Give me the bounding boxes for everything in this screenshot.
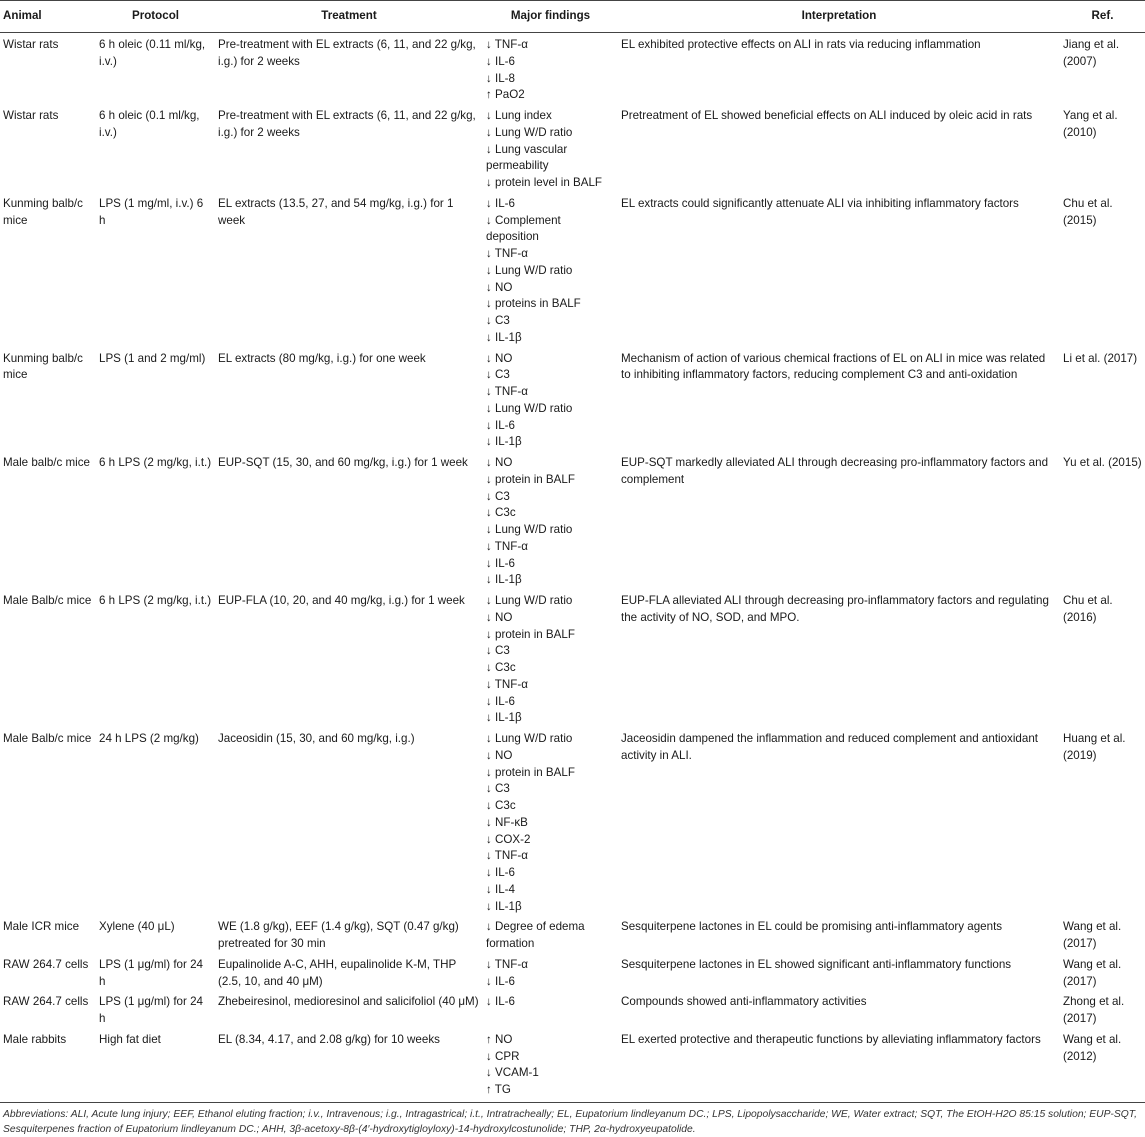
cell-treatment: EUP-FLA (10, 20, and 40 mg/kg, i.g.) for 1 week xyxy=(218,594,465,607)
cell-ref: Zhong et al. (2017) xyxy=(1063,995,1125,1025)
cell-findings xyxy=(483,33,618,105)
finding-item: ↓ protein in BALF xyxy=(486,627,575,641)
cell-protocol: 6 h oleic (0.11 ml/kg, i.v.) xyxy=(99,38,206,68)
finding-item: ↓ Lung W/D ratio xyxy=(486,125,573,139)
cell-ref: Wang et al. (2017) xyxy=(1063,957,1122,988)
finding-item: ↓ NO xyxy=(486,610,513,624)
cell-protocol: LPS (1 and 2 mg/ml) xyxy=(99,351,206,365)
finding-item: ↓ NO xyxy=(486,280,513,294)
header-treatment: Treatment xyxy=(215,1,483,33)
finding-item: ↓ Lung index xyxy=(486,109,552,122)
finding-item: ↓ C3 xyxy=(486,314,510,327)
cell-protocol: 6 h LPS (2 mg/kg, i.t.) xyxy=(99,456,212,469)
finding-item: ↓ COX-2 xyxy=(486,832,531,846)
finding-item: ↓ C3c xyxy=(486,799,516,812)
cell-animal: Male balb/c mice xyxy=(3,456,90,469)
finding-item: ↓ C3c xyxy=(486,506,516,520)
finding-item: ↓ TNF-α xyxy=(486,677,528,691)
header-ref: Ref. xyxy=(1060,1,1145,33)
cell-treatment: Eupalinolide A-C, AHH, eupalinolide K-M, THP (2.5, 10, and 40 μM) xyxy=(218,957,457,988)
cell-ref: Li et al. (2017) xyxy=(1063,351,1138,365)
cell-treatment: Jaceosidin (15, 30, and 60 mg/kg, i.g.) xyxy=(218,732,415,745)
header-interpretation: Interpretation xyxy=(618,1,1060,33)
cell-interpretation: EL exhibited protective effects on ALI in rats via reducing inflammation xyxy=(621,38,981,51)
cell-animal: Male rabbits xyxy=(0,1028,96,1103)
finding-item: ↓ IL-6 xyxy=(486,694,515,708)
finding-item: ↓ IL-1β xyxy=(486,435,522,449)
finding-item: ↓ Lung W/D ratio xyxy=(486,594,573,607)
finding-item: ↓ C3 xyxy=(486,489,510,503)
table-row xyxy=(0,451,1145,589)
finding-item: ↓ C3 xyxy=(486,644,510,658)
table-row xyxy=(0,347,1145,452)
finding-item: ↓ IL-6 xyxy=(486,556,515,570)
cell-interpretation: EUP-FLA alleviated ALI through decreasing pro-inflammatory factors and regulating the activity of NO, SOD, and MPO. xyxy=(621,594,1049,624)
table-row xyxy=(0,33,1145,105)
cell-interpretation: Mechanism of action of various chemical fractions of EL on ALI in mice was related to inhibiting inflammatory factors, reducing complement C3 and anti-oxidation xyxy=(621,351,1046,382)
finding-item: ↓ protein in BALF xyxy=(486,765,575,779)
finding-item: ↓ Lung W/D ratio xyxy=(486,263,573,277)
cell-treatment: EUP-SQT (15, 30, and 60 mg/kg, i.g.) for 1 week xyxy=(218,456,468,469)
finding-item: ↓ Degree of edema formation xyxy=(486,920,585,950)
finding-item: ↓ TNF-α xyxy=(486,957,528,971)
cell-protocol: 24 h LPS (2 mg/kg) xyxy=(99,732,199,745)
finding-item: ↑ NO xyxy=(486,1032,513,1046)
finding-item: ↓ NO xyxy=(486,351,513,365)
cell-treatment: Pre-treatment with EL extracts (6, 11, and 22 g/kg, i.g.) for 2 weeks xyxy=(218,38,476,68)
finding-item: ↓ NO xyxy=(486,456,513,469)
finding-item: ↓ IL-1β xyxy=(486,330,522,344)
cell-protocol: LPS (1 mg/ml, i.v.) 6 h xyxy=(99,196,204,227)
finding-item: ↓ IL-1β xyxy=(486,573,522,587)
finding-item: ↓ IL-4 xyxy=(486,882,515,896)
finding-item: ↓ IL-6 xyxy=(486,54,515,68)
finding-item: ↑ PaO2 xyxy=(486,88,525,102)
finding-item: ↓ C3 xyxy=(486,368,510,382)
finding-item: ↓ NO xyxy=(486,748,513,762)
header-animal: Animal xyxy=(0,1,96,33)
finding-item: ↓ C3 xyxy=(486,782,510,796)
finding-item: ↓ IL-6 xyxy=(486,974,515,988)
cell-protocol: 6 h LPS (2 mg/kg, i.t.) xyxy=(99,594,212,607)
finding-item: ↓ C3c xyxy=(486,661,516,674)
finding-item: ↓ TNF-α xyxy=(486,247,528,260)
cell-treatment: Zhebeiresinol, medioresinol and salicifoliol (40 μM) xyxy=(218,995,479,1009)
cell-treatment: EL (8.34, 4.17, and 2.08 g/kg) for 10 weeks xyxy=(215,1028,483,1103)
cell-treatment: EL extracts (13.5, 27, and 54 mg/kg, i.g.) for 1 week xyxy=(218,196,454,227)
cell-findings xyxy=(483,451,618,589)
cell-treatment: WE (1.8 g/kg), EEF (1.4 g/kg), SQT (0.47 g/kg) pretreated for 30 min xyxy=(218,920,459,950)
cell-ref: Wang et al. (2017) xyxy=(1063,920,1122,950)
cell-protocol: 6 h oleic (0.1 ml/kg, i.v.) xyxy=(99,109,200,139)
cell-ref: Yu et al. (2015) xyxy=(1063,456,1142,469)
cell-protocol: LPS (1 μg/ml) for 24 h xyxy=(99,957,203,988)
finding-item: ↓ IL-1β xyxy=(486,899,522,913)
cell-interpretation: Sesquiterpene lactones in EL could be promising anti-inflammatory agents xyxy=(621,920,1003,934)
cell-animal: Male ICR mice xyxy=(3,920,80,934)
cell-findings xyxy=(483,915,618,953)
table-row xyxy=(0,990,1145,1028)
table-row xyxy=(0,589,1145,727)
cell-protocol: LPS (1 μg/ml) for 24 h xyxy=(99,995,203,1025)
finding-item: ↓ IL-8 xyxy=(486,71,515,85)
cell-findings xyxy=(483,347,618,452)
cell-animal: Kunming balb/c mice xyxy=(3,196,83,227)
abbreviations-footnote: Abbreviations: ALI, Acute lung injury; EEF, Ethanol eluting fraction; i.v., Intravenous; i.g., Intragastrical; i.t., Intratracheally; EL, Eupatorium lindleyanum DC.; LPS, Lipopolysaccharide; WE, Water extract; SQT, The EtOH-H2O 85:15 solution; EUP-SQT, Sesquiterpenes fraction of Eupatorium lindleyanum DC.; AHH, 3β-acetoxy-8β-(4′-hydroxytigloyloxy)-14-hydroxylcostunolide; THP, 2α-hydroxyeupatolide. xyxy=(3,1109,1137,1135)
table-row xyxy=(0,1028,1145,1103)
cell-animal: Kunming balb/c mice xyxy=(3,351,83,382)
cell-animal: RAW 264.7 cells xyxy=(3,995,89,1009)
cell-animal: RAW 264.7 cells xyxy=(3,957,89,971)
cell-ref: Jiang et al. (2007) xyxy=(1063,38,1120,68)
finding-item: ↓ IL-6 xyxy=(486,418,515,432)
cell-protocol: Xylene (40 μL) xyxy=(99,920,175,934)
cell-findings xyxy=(483,192,618,347)
table-row xyxy=(0,727,1145,915)
finding-item: ↓ Lung W/D ratio xyxy=(486,523,573,536)
table-row xyxy=(0,192,1145,347)
table-row xyxy=(0,915,1145,953)
cell-treatment: EL extracts (80 mg/kg, i.g.) for one week xyxy=(218,351,426,365)
cell-ref: Chu et al. (2015) xyxy=(1063,196,1113,227)
cell-treatment: Pre-treatment with EL extracts (6, 11, and 22 g/kg, i.g.) for 2 weeks xyxy=(218,109,476,139)
cell-interpretation: Sesquiterpene lactones in EL showed significant anti-inflammatory functions xyxy=(621,957,1012,971)
cell-animal: Male Balb/c mice xyxy=(3,594,92,607)
finding-item: ↓ CPR xyxy=(486,1049,520,1063)
cell-interpretation: Pretreatment of EL showed beneficial effects on ALI induced by oleic acid in rats xyxy=(621,109,1033,122)
cell-findings xyxy=(483,104,618,192)
finding-item: ↓ IL-1β xyxy=(486,711,522,725)
finding-item: ↓ NF-κB xyxy=(486,815,528,829)
finding-item: ↓ TNF-α xyxy=(486,38,528,51)
cell-interpretation: Jaceosidin dampened the inflammation and reduced complement and antioxidant activity in ALI. xyxy=(621,732,1038,762)
cell-ref: Chu et al. (2016) xyxy=(1063,594,1113,624)
cell-findings xyxy=(483,1028,618,1103)
finding-item: ↓ TNF-α xyxy=(486,849,528,863)
finding-item: ↓ Lung vascular permeability xyxy=(486,142,568,173)
header-major-findings: Major findings xyxy=(483,1,618,33)
header-row xyxy=(0,1,1145,33)
finding-item: ↓ Lung W/D ratio xyxy=(486,732,573,745)
table-body xyxy=(0,33,1145,1103)
finding-item: ↓ VCAM-1 xyxy=(486,1066,539,1080)
finding-item: ↓ Lung W/D ratio xyxy=(486,401,573,415)
finding-item: ↓ Complement deposition xyxy=(486,213,561,244)
cell-ref: Yang et al. (2010) xyxy=(1063,109,1118,139)
cell-findings xyxy=(483,953,618,991)
finding-item: ↓ TNF-α xyxy=(486,385,528,398)
finding-item: ↓ proteins in BALF xyxy=(486,297,581,311)
header-protocol: Protocol xyxy=(96,1,215,33)
cell-animal: Male Balb/c mice xyxy=(3,732,92,745)
table-row xyxy=(0,104,1145,192)
finding-item: ↓ IL-6 xyxy=(486,995,515,1009)
cell-findings xyxy=(483,589,618,727)
cell-findings xyxy=(483,990,618,1028)
cell-protocol: High fat diet xyxy=(96,1028,215,1103)
finding-item: ↓ protein in BALF xyxy=(486,472,575,486)
cell-interpretation: EL extracts could significantly attenuate ALI via inhibiting inflammatory factors xyxy=(621,196,1019,210)
finding-item: ↓ protein level in BALF xyxy=(486,176,602,189)
finding-item: ↑ TG xyxy=(486,1083,511,1096)
finding-item: ↓ TNF-α xyxy=(486,539,528,553)
finding-item: ↓ IL-6 xyxy=(486,196,515,210)
finding-item: ↓ IL-6 xyxy=(486,866,515,879)
cell-findings xyxy=(483,727,618,915)
cell-interpretation: Compounds showed anti-inflammatory activities xyxy=(621,995,867,1009)
cell-interpretation: EUP-SQT markedly alleviated ALI through decreasing pro-inflammatory factors and complement xyxy=(621,456,1049,486)
cell-ref: Huang et al. (2019) xyxy=(1063,732,1126,762)
cell-animal: Wistar rats xyxy=(3,38,59,51)
cell-animal: Wistar rats xyxy=(3,109,59,122)
cell-ref: Wang et al. (2012) xyxy=(1060,1028,1145,1103)
cell-interpretation: EL exerted protective and therapeutic functions by alleviating inflammatory factors xyxy=(618,1028,1060,1103)
table-row xyxy=(0,953,1145,991)
